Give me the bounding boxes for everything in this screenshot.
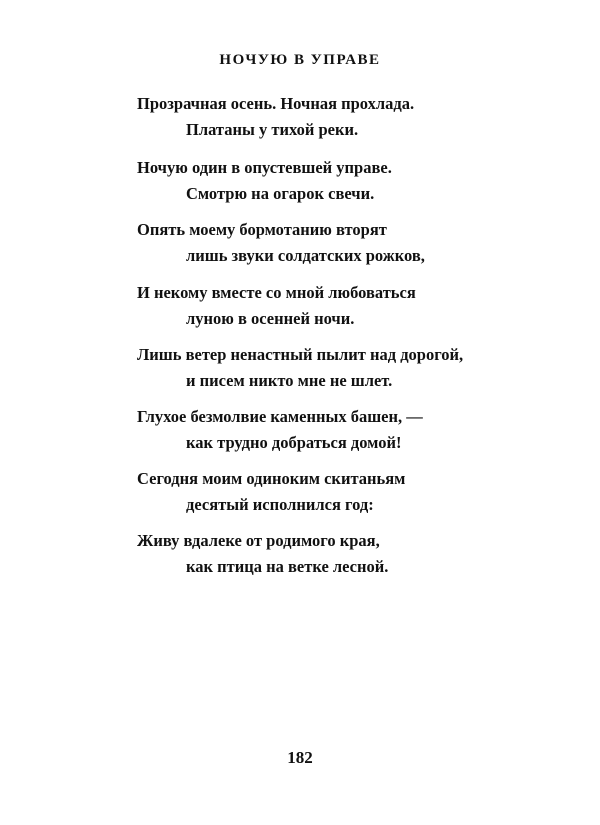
stanza [137, 280, 557, 332]
stanza [137, 404, 557, 456]
poem-line: И некому вместе со мной любоваться [137, 283, 416, 302]
poem-line: Ночую один в опустевшей управе. [137, 158, 392, 177]
poem-line: Прозрачная осень. Ночная прохлада. [137, 94, 415, 113]
poem-line-indented: как трудно добраться домой! [186, 433, 402, 452]
poem-line-indented: Платаны у тихой реки. [186, 120, 359, 139]
poem-line-indented: лишь звуки солдатских рожков, [186, 246, 425, 265]
poem-line-indented: и писем никто мне не шлет. [186, 371, 393, 390]
poem-line: Глухое безмолвие каменных башен, — [137, 407, 423, 426]
stanza [137, 155, 557, 207]
poem-title: НОЧУЮ В УПРАВЕ [219, 52, 381, 68]
poem-line: Опять моему бормотанию вторят [137, 220, 387, 239]
stanza [137, 528, 557, 580]
stanza [137, 91, 557, 143]
poem-line-indented: как птица на ветке лесной. [186, 557, 389, 576]
page-number: 182 [287, 748, 313, 767]
poem-line-indented: луною в осенней ночи. [186, 309, 355, 328]
stanza [137, 342, 557, 394]
poem-line: Лишь ветер ненастный пылит над дорогой, [137, 345, 464, 364]
poem-line-indented: Смотрю на огарок свечи. [186, 184, 375, 203]
stanza [137, 217, 557, 269]
stanza [137, 466, 557, 518]
poem-line: Сегодня моим одиноким скитаньям [137, 469, 406, 488]
poem-line: Живу вдалеке от родимого края, [137, 531, 380, 550]
poem-line-indented: десятый исполнился год: [186, 495, 374, 514]
